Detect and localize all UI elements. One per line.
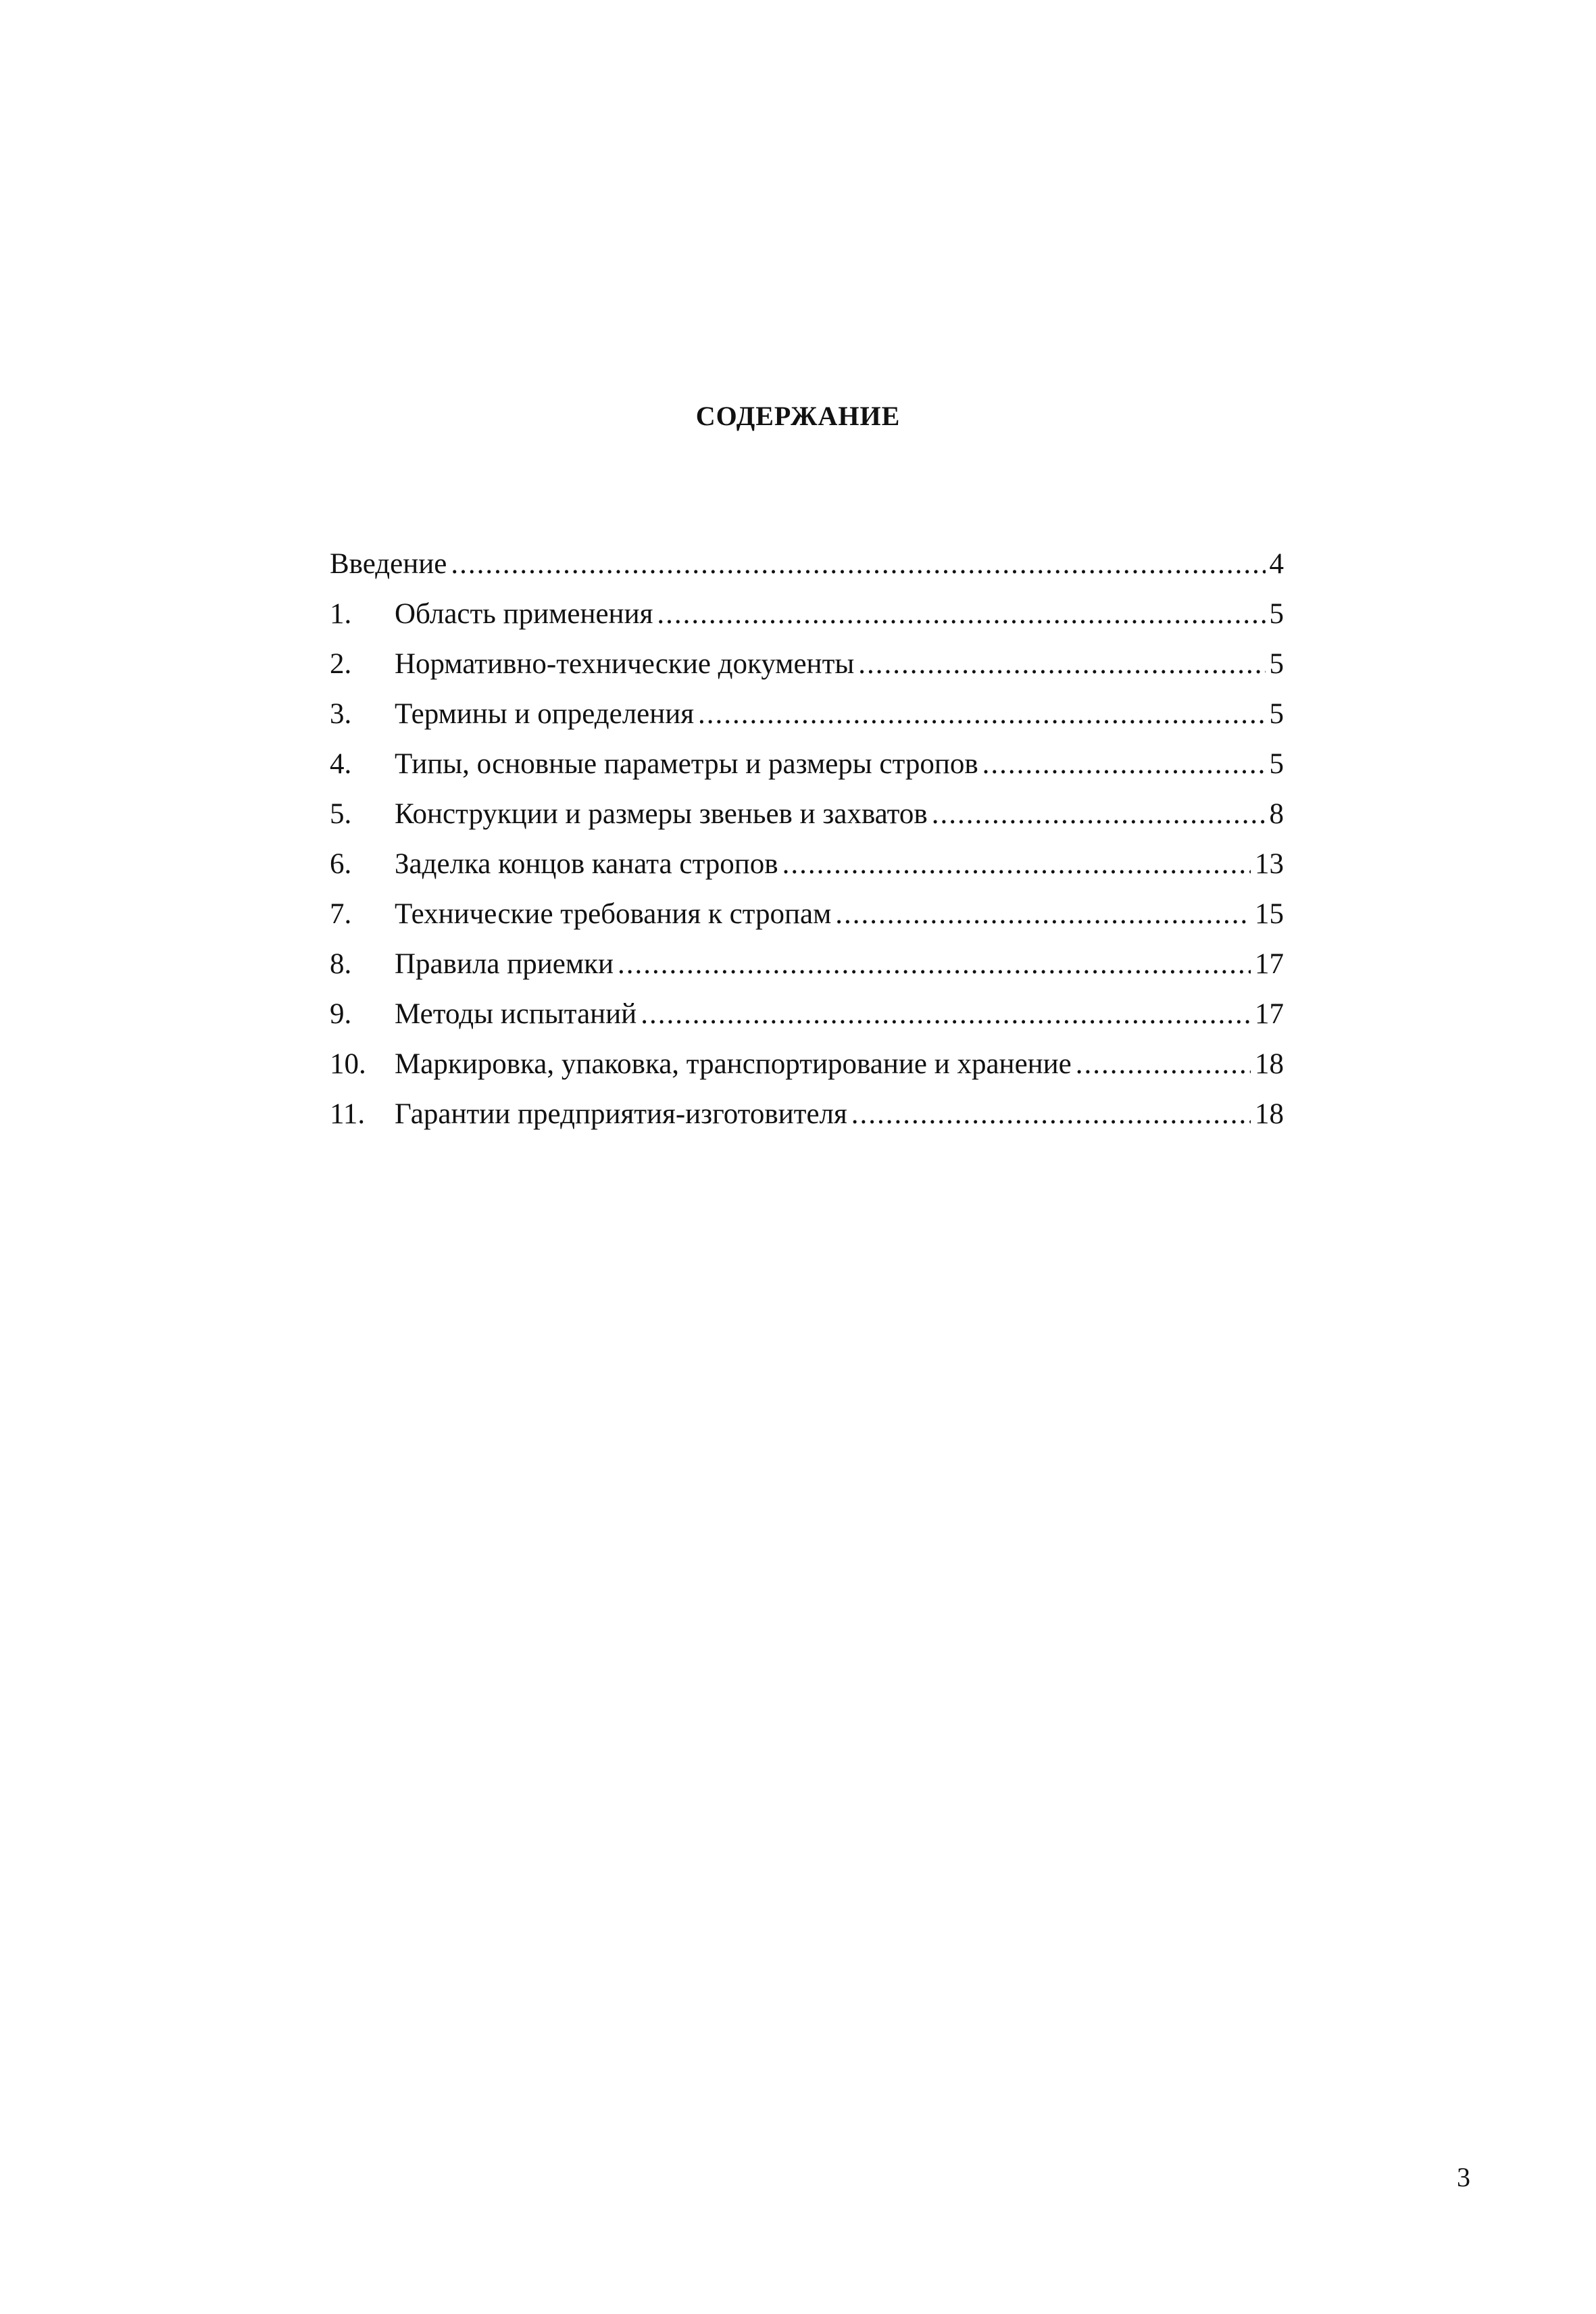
table-of-contents <box>330 539 1284 1139</box>
toc-dot-leader <box>782 839 1251 889</box>
toc-entry-label: Введение <box>330 548 447 580</box>
toc-entry-label: Термины и определения <box>395 698 695 730</box>
toc-entry-label: Типы, основные параметры и размеры стропов <box>395 748 978 780</box>
toc-dot-leader <box>858 639 1265 689</box>
toc-entry-page: 5 <box>1269 748 1284 780</box>
toc-entry-label: Методы испытаний <box>395 998 637 1030</box>
toc-dot-leader <box>657 589 1265 639</box>
toc-entry-introduction <box>330 539 1284 589</box>
toc-entry-label: Конструкции и размеры звеньев и захватов <box>395 798 928 830</box>
toc-entry-number: 7. <box>330 898 352 930</box>
toc-entry-number: 6. <box>330 848 352 880</box>
toc-entry-page: 18 <box>1255 1048 1284 1080</box>
toc-entry-label: Маркировка, упаковка, транспортирование и хранение <box>395 1048 1072 1080</box>
toc-entry-page: 8 <box>1269 798 1284 830</box>
toc-entry-5 <box>330 789 1284 839</box>
toc-entry-label: Заделка концов каната стропов <box>395 848 778 880</box>
toc-dot-leader <box>618 939 1251 989</box>
toc-entry-page: 5 <box>1269 698 1284 730</box>
toc-entry-8 <box>330 939 1284 989</box>
toc-entry-page: 5 <box>1269 598 1284 630</box>
page-title: СОДЕРЖАНИЕ <box>695 401 901 431</box>
toc-dot-leader <box>932 789 1266 839</box>
toc-entry-label: Технические требования к стропам <box>395 898 832 930</box>
toc-entry-page: 13 <box>1255 848 1284 880</box>
toc-dot-leader <box>641 989 1251 1039</box>
toc-entry-label: Нормативно-технические документы <box>395 648 855 680</box>
toc-entry-number: 4. <box>330 748 352 780</box>
toc-entry-11 <box>330 1089 1284 1139</box>
toc-entry-number: 10. <box>330 1048 366 1080</box>
page-number: 3 <box>1457 2162 1470 2192</box>
toc-entry-10 <box>330 1039 1284 1089</box>
toc-entry-4 <box>330 739 1284 789</box>
toc-entry-6 <box>330 839 1284 889</box>
toc-dot-leader <box>1076 1039 1251 1089</box>
toc-entry-page: 15 <box>1255 898 1284 930</box>
toc-entry-number: 11. <box>330 1098 366 1130</box>
toc-entry-9 <box>330 989 1284 1039</box>
toc-entry-2 <box>330 639 1284 689</box>
toc-entry-page: 18 <box>1255 1098 1284 1130</box>
toc-entry-page: 4 <box>1269 548 1284 580</box>
toc-dot-leader <box>835 889 1251 939</box>
toc-entry-number: 1. <box>330 598 352 630</box>
toc-entry-number: 5. <box>330 798 352 830</box>
toc-entry-page: 5 <box>1269 648 1284 680</box>
toc-dot-leader <box>698 689 1265 739</box>
toc-dot-leader <box>982 739 1266 789</box>
toc-entry-label: Гарантии предприятия-изготовителя <box>395 1098 847 1130</box>
toc-entry-number: 3. <box>330 698 352 730</box>
toc-entry-number: 8. <box>330 948 352 980</box>
toc-entry-page: 17 <box>1255 948 1284 980</box>
toc-entry-label: Область применения <box>395 598 653 630</box>
toc-entry-1 <box>330 589 1284 639</box>
toc-entry-page: 17 <box>1255 998 1284 1030</box>
toc-entry-7 <box>330 889 1284 939</box>
toc-entry-number: 2. <box>330 648 352 680</box>
toc-dot-leader <box>451 539 1265 589</box>
toc-entry-label: Правила приемки <box>395 948 614 980</box>
toc-entry-3 <box>330 689 1284 739</box>
toc-dot-leader <box>851 1089 1251 1139</box>
toc-entry-number: 9. <box>330 998 352 1030</box>
